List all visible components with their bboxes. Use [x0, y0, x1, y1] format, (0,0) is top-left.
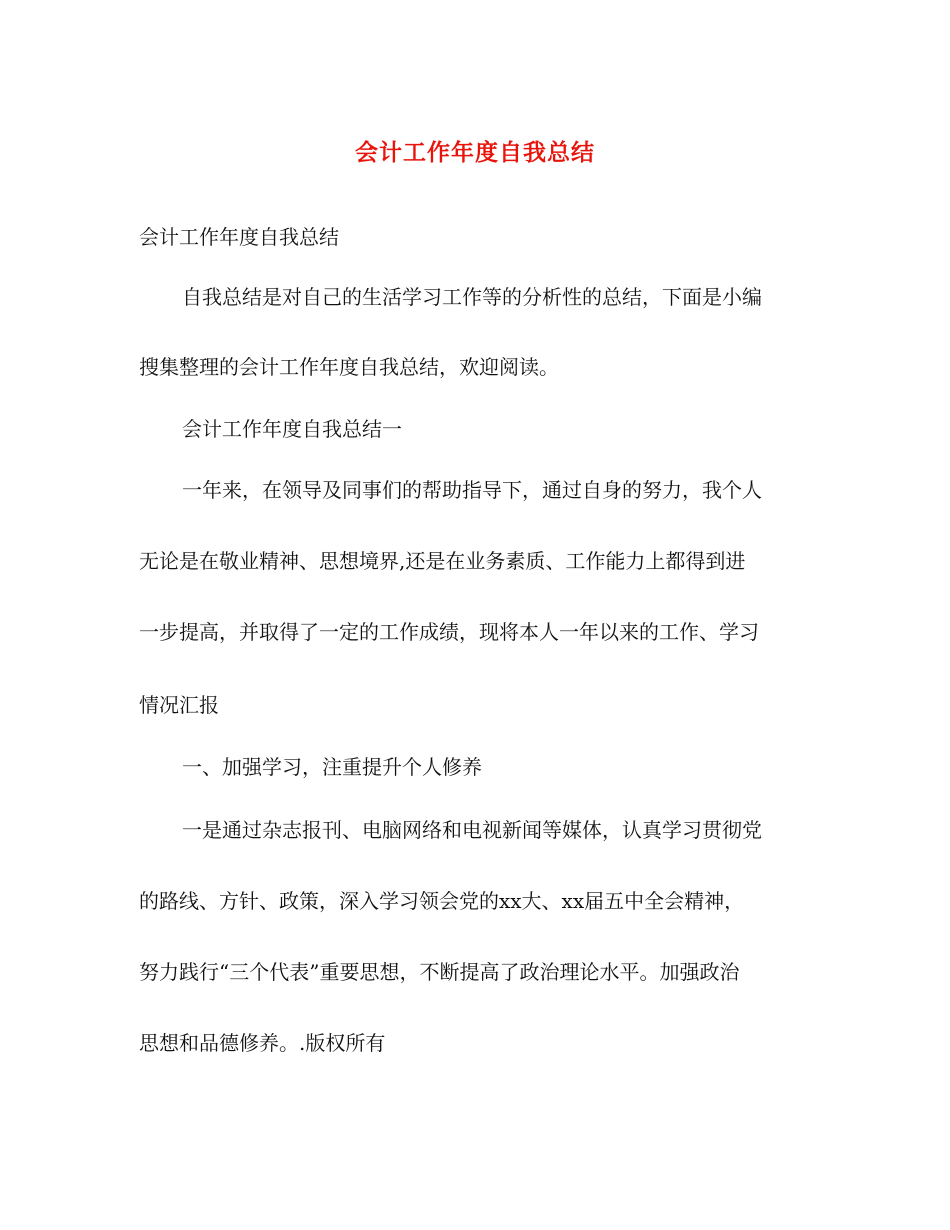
section-heading: 一、加强学习，注重提升个人修养: [182, 755, 482, 779]
paragraph-line: 一年来，在领导及同事们的帮助指导下，通过自身的努力，我个人: [182, 478, 762, 502]
document-title: 会计工作年度自我总结: [355, 139, 595, 166]
subtitle-line: 会计工作年度自我总结: [139, 225, 339, 249]
paragraph-line: 情况汇报: [139, 693, 219, 717]
paragraph-line: 自我总结是对自己的生活学习工作等的分析性的总结，下面是小编: [182, 285, 762, 309]
paragraph-line: 思想和品德修养。.版权所有: [139, 1031, 386, 1055]
paragraph-line: 无论是在敬业精神、思想境界,还是在业务素质、工作能力上都得到进: [139, 549, 746, 573]
paragraph-line: 一是通过杂志报刊、电脑网络和电视新闻等媒体，认真学习贯彻党: [182, 818, 762, 842]
paragraph-line: 一步提高，并取得了一定的工作成绩，现将本人一年以来的工作、学习: [139, 620, 759, 644]
paragraph-line: 的路线、方针、政策，深入学习领会党的xx大、xx届五中全会精神，: [139, 889, 745, 913]
section-heading: 会计工作年度自我总结一: [182, 417, 402, 441]
paragraph-line: 搜集整理的会计工作年度自我总结，欢迎阅读。: [139, 355, 559, 379]
paragraph-line: 努力践行“三个代表”重要思想，不断提高了政治理论水平。加强政治: [139, 960, 740, 984]
